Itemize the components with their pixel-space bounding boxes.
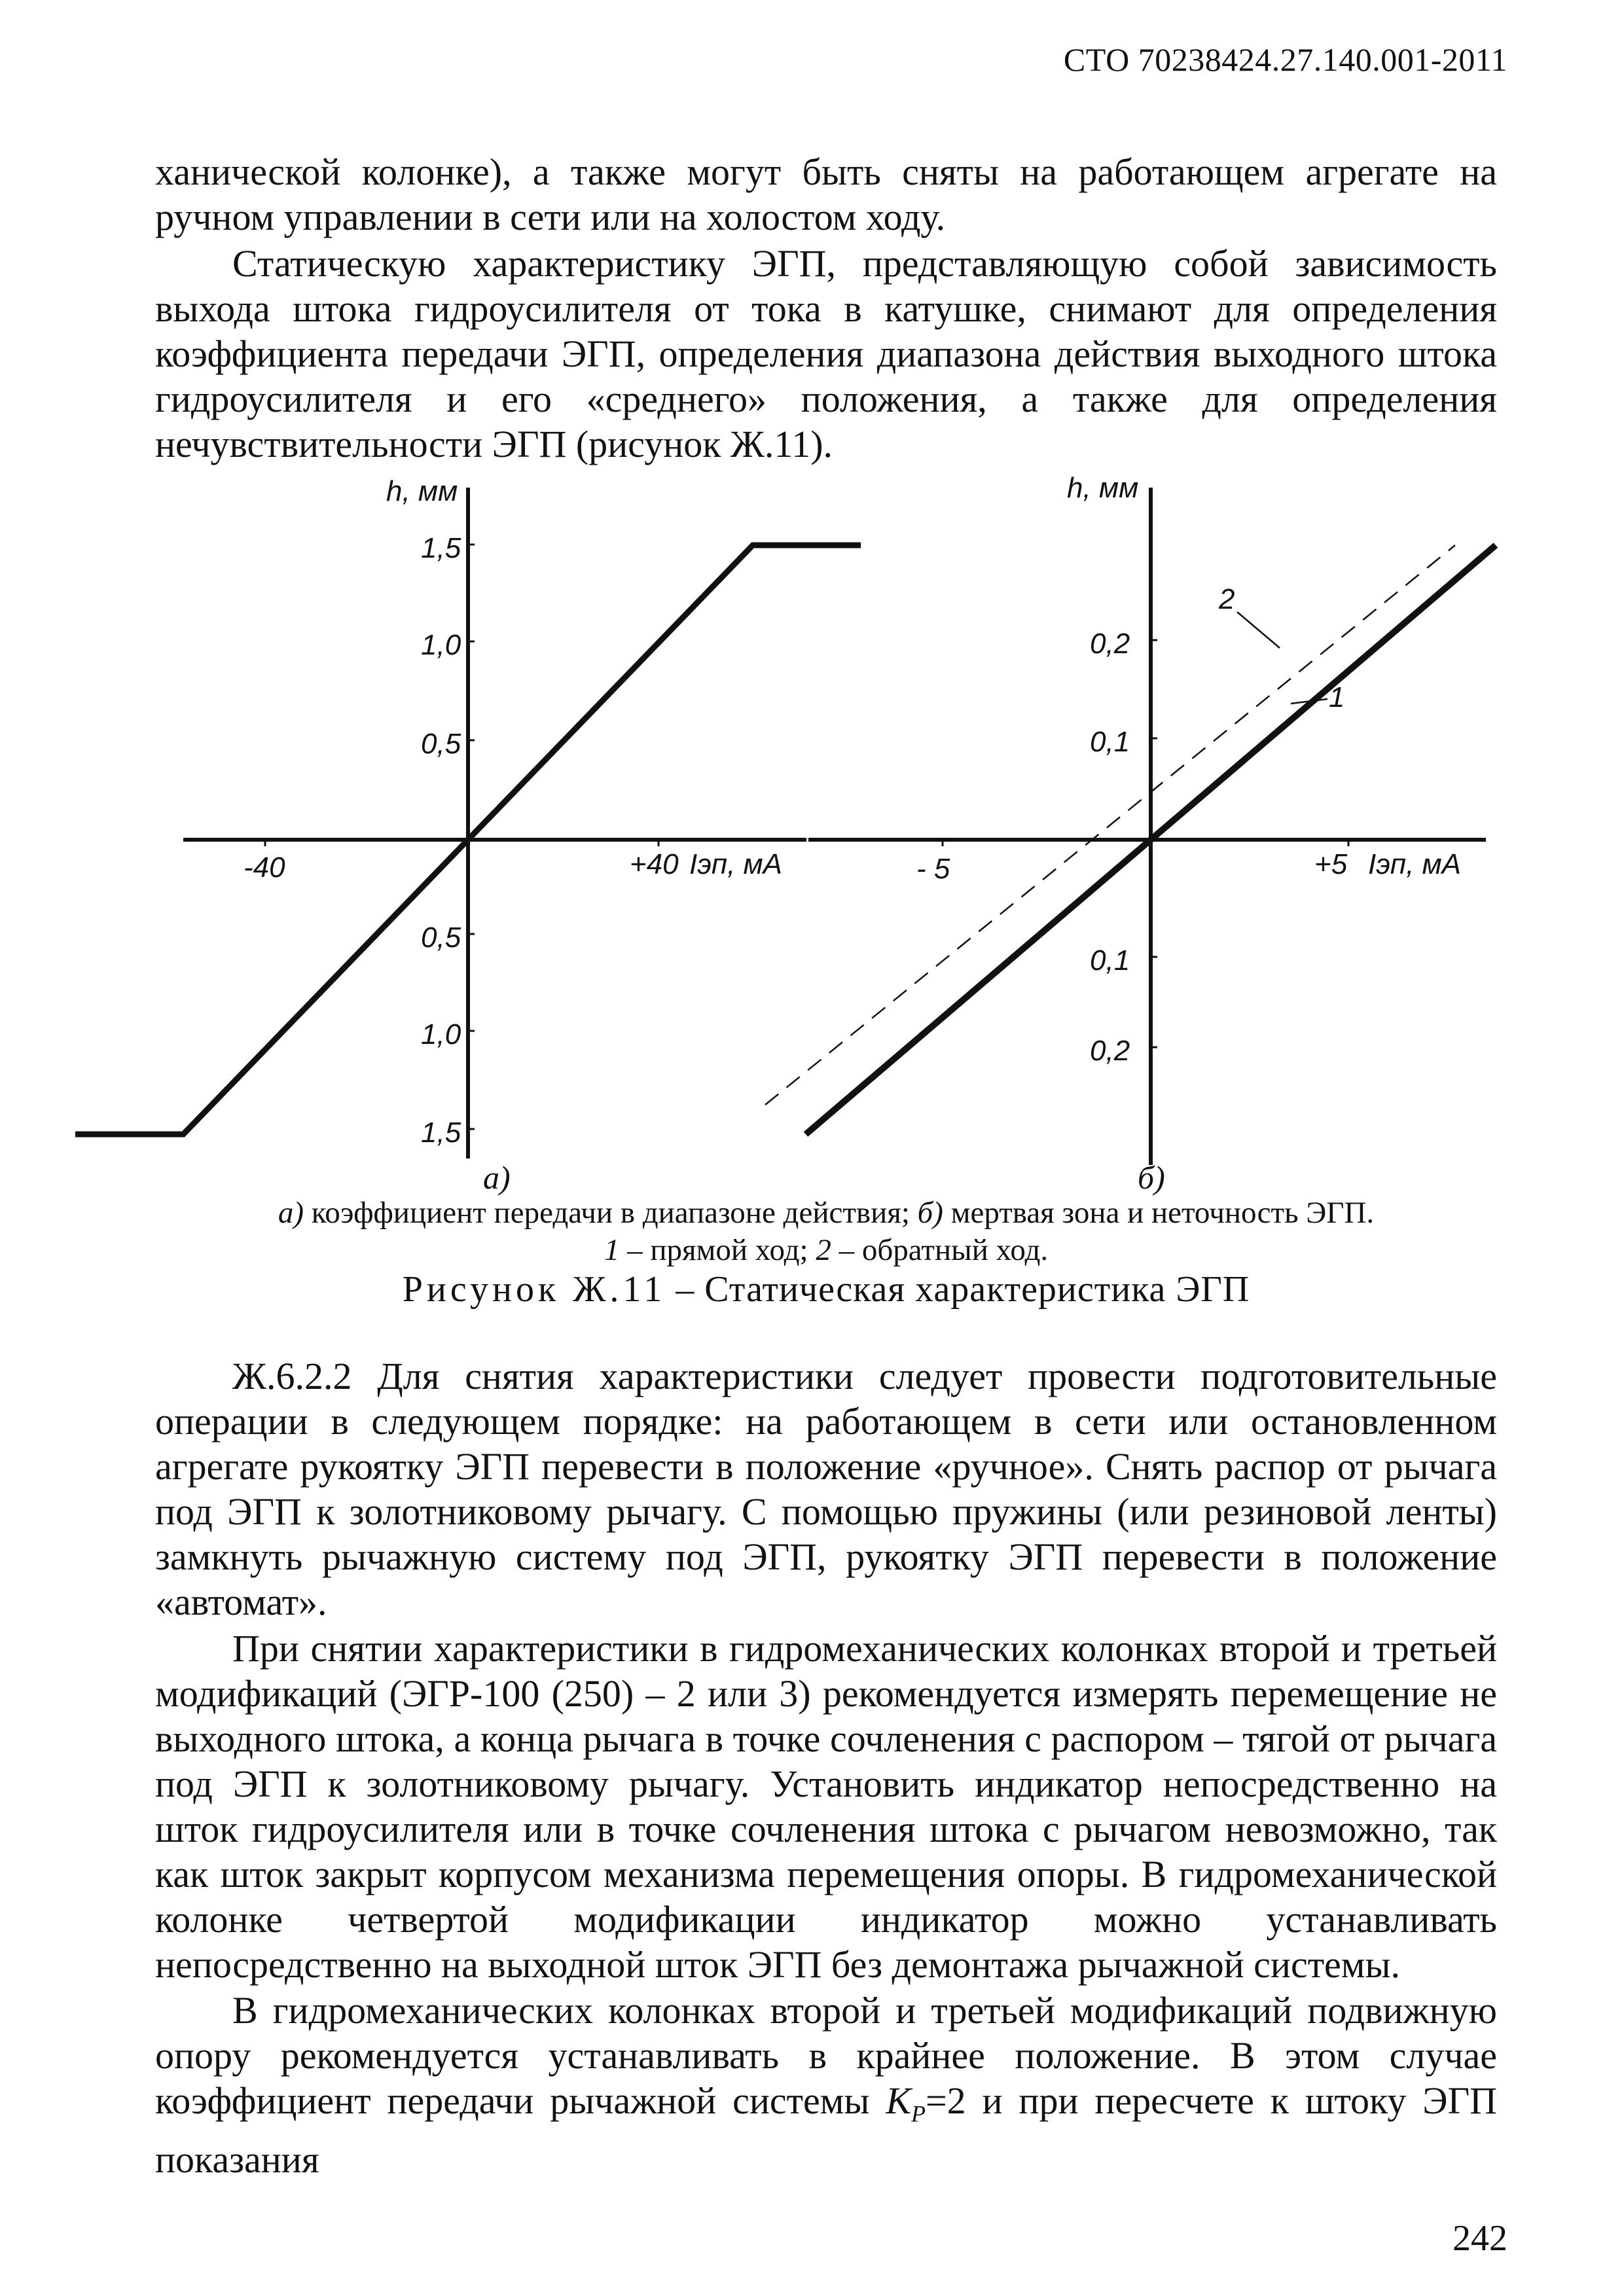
series-label-1: 1: [1329, 681, 1345, 713]
caption-number-1: 1: [604, 1233, 620, 1267]
caption-text-1: – прямой ход;: [619, 1233, 816, 1267]
y-tick-label: 0,5: [421, 728, 461, 760]
paragraph-support-text: В гидромеханических колонках второй и третьей модификаций подвижную опору рекомендуется устанавливать в крайнее положение. В этом случае коэффициент передачи рычажной системы: [155, 1989, 1497, 2122]
figure-caption-line1: [155, 1194, 1497, 1231]
page-number: 242: [1453, 2218, 1507, 2259]
figure-caption-line2: [155, 1232, 1497, 1268]
leader-2: [1237, 612, 1280, 648]
caption-label-b: б): [917, 1196, 943, 1230]
y-axis-label-a: h, мм: [386, 475, 458, 507]
paragraph-zh622: Ж.6.2.2 Для снятия характеристики следует провести подготовительные операции в следующем порядке: на работающем в сети или остановленном агрегате рукоятку ЭГП перевести в положение «ручное». Снять распор от рычага под ЭГП к золотниковому рычагу. С помощью пружины (или резиновой ленты) замкнуть рычажную систему под ЭГП, рукоятку ЭГП перевести в положение «автомат».: [155, 1355, 1497, 1623]
x-axis-label-b: Iэп, мА: [1368, 848, 1462, 880]
y-tick-label: 0,2: [1090, 628, 1130, 660]
lever-ratio-symbol: K: [886, 2079, 911, 2122]
lever-ratio-subscript: P: [911, 2100, 926, 2127]
x-tick-label: -40: [244, 852, 285, 884]
caption-text-2: – обратный ход.: [831, 1233, 1049, 1267]
caption-number-2: 2: [816, 1233, 831, 1267]
y-tick-label: 0,1: [1090, 944, 1130, 977]
subfigure-label-b: б): [1138, 1159, 1165, 1196]
subfigure-label-a: а): [483, 1159, 511, 1196]
y-tick-label: 0,2: [1090, 1035, 1130, 1067]
caption-label-a: а): [278, 1196, 304, 1230]
x-tick-label: +5: [1314, 848, 1348, 880]
y-tick-label: 1,0: [421, 1018, 461, 1050]
y-tick-label: 0,1: [1090, 726, 1130, 758]
paragraph-support-tail: =2 и при пересчете к штоку ЭГП показания: [155, 2079, 1497, 2181]
figure-title-label: Рисунок Ж.11: [402, 1269, 666, 1310]
document-code: СТО 70238424.27.140.001-2011: [1063, 41, 1507, 78]
x-tick-label: +40: [630, 848, 679, 880]
series-label-2: 2: [1219, 583, 1235, 615]
chart-panel-b: [765, 472, 1496, 1165]
x-tick-label: - 5: [916, 853, 950, 885]
figure-title: [155, 1268, 1497, 1310]
paragraph-continuation: ханической колонке), а также могут быть сняты на работающем агрегате на ручном управлении в сети или на холостом ходу.: [155, 151, 1497, 238]
y-tick-label: 0,5: [421, 922, 461, 954]
paragraph-support: [155, 1988, 1497, 2182]
y-axis-label-b: h, мм: [1067, 472, 1139, 504]
y-tick-label: 1,5: [421, 1117, 461, 1149]
figure-title-text: – Статическая характеристика ЭГП: [666, 1269, 1250, 1310]
caption-text-b: мертвая зона и неточность ЭГП.: [943, 1196, 1375, 1230]
paragraph-static-characteristic: Статическую характеристику ЭГП, представляющую собой зависимость выхода штока гидроусилителя от тока в катушке, снимают для определения коэффициента передачи ЭГП, определения диапазона действия выходного штока гидроусилителя и его «среднего» положения, а также для определения нечувствительности ЭГП (рисунок Ж.11).: [155, 242, 1497, 465]
caption-text-a: коэффициент передачи в диапазоне действия;: [304, 1196, 918, 1230]
y-tick-label: 1,5: [421, 532, 461, 564]
chart-panel-a: [75, 475, 861, 1158]
paragraph-measurement: При снятии характеристики в гидромеханических колонках второй и третьей модификаций (ЭГР-100 (250) – 2 или 3) рекомендуется измерять перемещение не выходного штока, а конца рычага в точке сочленения с распором – тягой от рычага под ЭГП к золотниковому рычагу. Установить индикатор непосредственно на шток гидроусилителя или в точке сочленения штока с рычагом невозможно, так как шток закрыт корпусом механизма перемещения опоры. В гидромеханической колонке четвертой модификации индикатор можно устанавливать непосредственно на выходной шток ЭГП без демонтажа рычажной системы.: [155, 1627, 1497, 1986]
y-tick-label: 1,0: [421, 629, 461, 661]
x-axis-label-a: Iэп, мА: [689, 848, 783, 880]
